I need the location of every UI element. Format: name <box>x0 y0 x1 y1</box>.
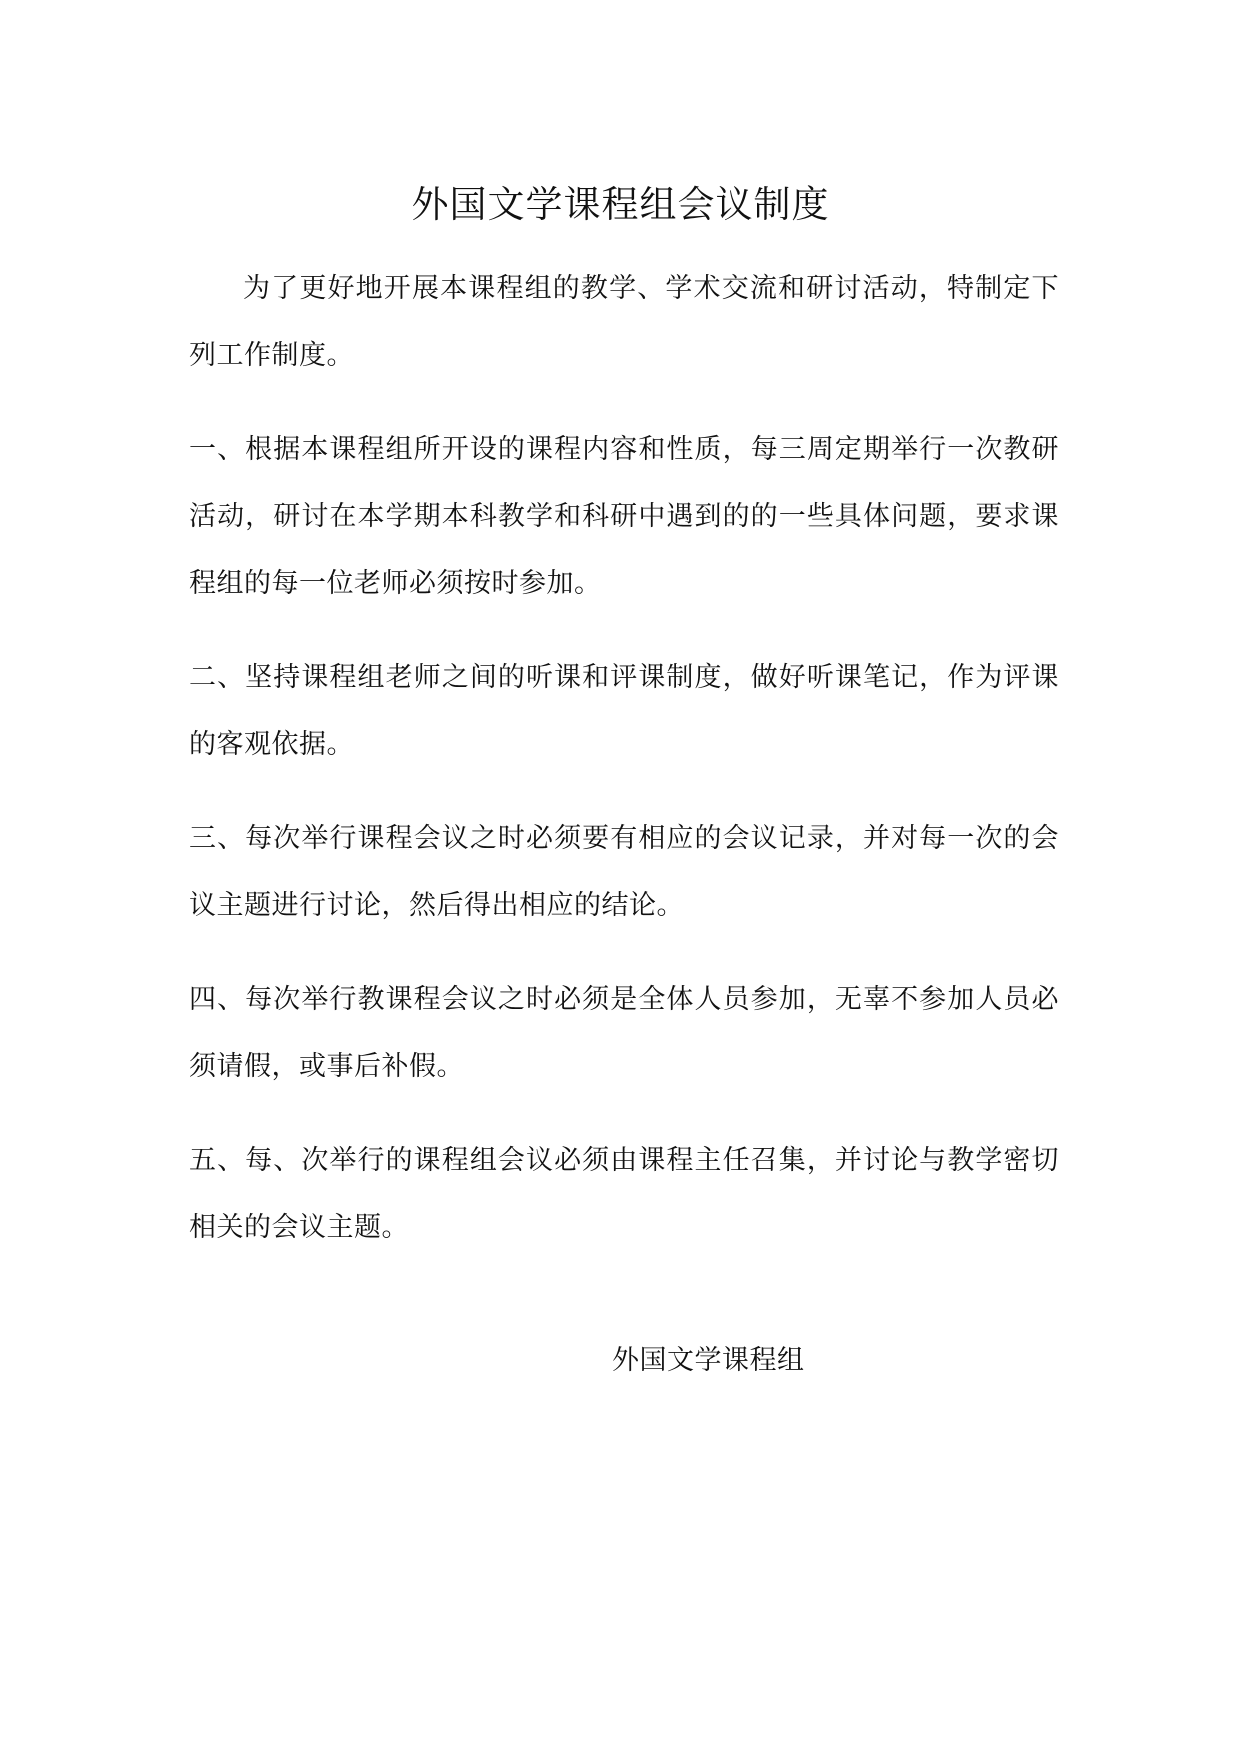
rule-five-paragraph: 五、每、次举行的课程组会议必须由课程主任召集，并讨论与教学密切相关的会议主题。 <box>189 1145 1059 1243</box>
document-title: 外国文学课程组会议制度 <box>411 182 830 226</box>
rule-three-paragraph: 三、每次举行课程会议之时必须要有相应的会议记录，并对每一次的会议主题进行讨论，然后得出相应的结论。 <box>189 823 1059 921</box>
document-body <box>189 255 1059 1288</box>
rule-four-paragraph: 四、每次举行教课程会议之时必须是全体人员参加，无辜不参加人员必须请假，或事后补假。 <box>189 984 1059 1082</box>
rule-one-paragraph: 一、根据本课程组所开设的课程内容和性质，每三周定期举行一次教研活动，研讨在本学期本科教学和科研中遇到的的一些具体问题，要求课程组的每一位老师必须按时参加。 <box>189 434 1059 599</box>
intro-paragraph: 为了更好地开展本课程组的教学、学术交流和研讨活动，特制定下列工作制度。 <box>189 273 1059 371</box>
document-signature: 外国文学课程组 <box>612 1345 805 1376</box>
rule-two-paragraph: 二、坚持课程组老师之间的听课和评课制度，做好听课笔记，作为评课的客观依据。 <box>189 662 1059 760</box>
